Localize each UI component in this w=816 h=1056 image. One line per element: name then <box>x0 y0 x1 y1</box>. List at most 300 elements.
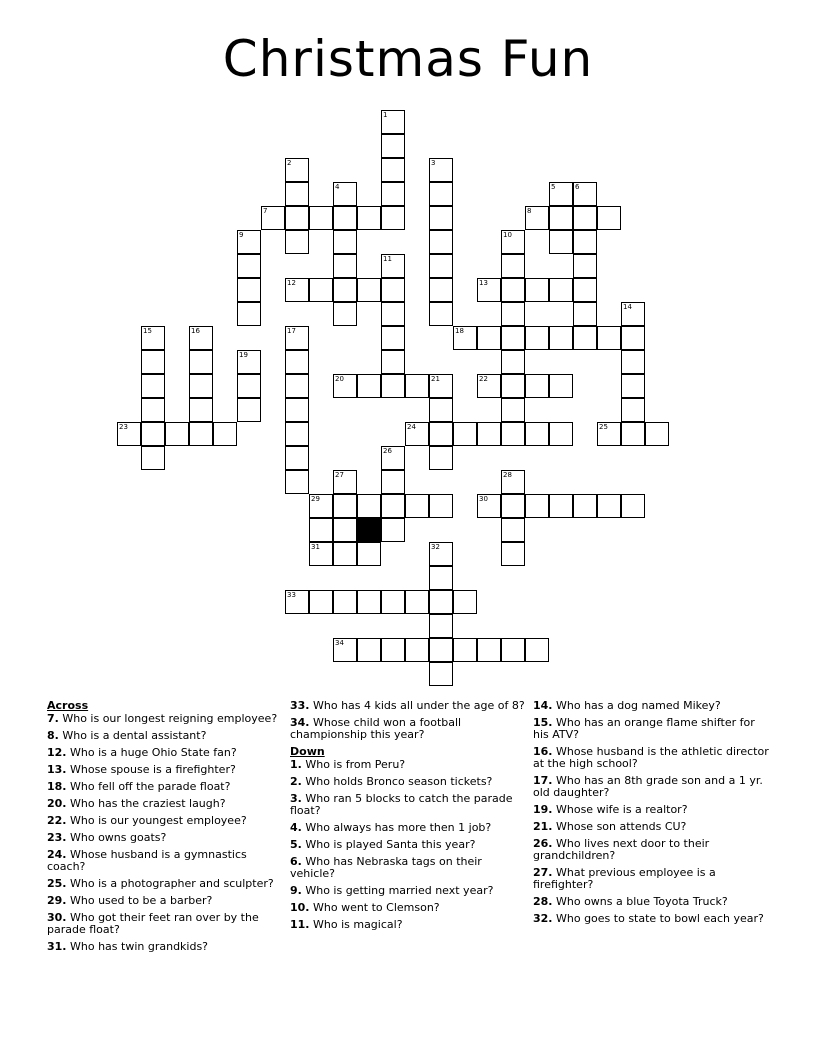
grid-cell[interactable] <box>381 326 405 350</box>
grid-cell[interactable] <box>525 278 549 302</box>
clue-text: Who is our longest reigning employee? <box>58 712 278 725</box>
grid-cell[interactable] <box>525 326 549 350</box>
grid-cell[interactable] <box>501 326 525 350</box>
cell-number: 18 <box>455 327 464 335</box>
clue-text: Who is played Santa this year? <box>301 838 476 851</box>
grid-cell[interactable] <box>333 278 357 302</box>
clue-text: Who is a dental assistant? <box>58 729 207 742</box>
grid-cell[interactable] <box>429 638 453 662</box>
clue-item <box>290 919 528 931</box>
grid-cell[interactable] <box>501 374 525 398</box>
grid-cell[interactable] <box>501 398 525 422</box>
grid-cell[interactable] <box>285 446 309 470</box>
clue-item <box>47 798 285 810</box>
grid-cell[interactable] <box>621 374 645 398</box>
clue-number: 15. <box>533 716 553 729</box>
clue-text: Whose wife is a realtor? <box>552 803 688 816</box>
clue-text: Whose child won a football championship this year? <box>290 716 462 741</box>
clue-item <box>290 776 528 788</box>
grid-cell[interactable] <box>501 254 525 278</box>
cell-number: 33 <box>287 591 296 599</box>
grid-cell[interactable] <box>381 254 405 278</box>
grid-cell[interactable] <box>381 110 405 134</box>
clue-item <box>47 747 285 759</box>
cell-number: 5 <box>551 183 556 191</box>
grid-cell[interactable] <box>453 590 477 614</box>
grid-cell[interactable] <box>621 326 645 350</box>
grid-cell[interactable] <box>237 278 261 302</box>
grid-cell[interactable] <box>309 590 333 614</box>
grid-cell[interactable] <box>525 638 549 662</box>
grid-cell[interactable] <box>525 206 549 230</box>
grid-cell[interactable] <box>549 206 573 230</box>
clue-item <box>47 781 285 793</box>
clue-number: 10. <box>290 901 310 914</box>
grid-cell[interactable] <box>333 470 357 494</box>
cell-number: 30 <box>479 495 488 503</box>
grid-cell[interactable] <box>237 302 261 326</box>
clue-text: Whose spouse is a firefighter? <box>66 763 236 776</box>
grid-cell[interactable] <box>381 638 405 662</box>
grid-cell[interactable] <box>357 374 381 398</box>
clue-text: Who is our youngest employee? <box>66 814 247 827</box>
cell-number: 9 <box>239 231 244 239</box>
cell-number: 28 <box>503 471 512 479</box>
clue-item <box>290 839 528 851</box>
cell-number: 7 <box>263 207 268 215</box>
clue-text: Who is from Peru? <box>301 758 406 771</box>
clue-item <box>47 941 285 953</box>
clue-item <box>533 804 771 816</box>
clue-text: Who owns a blue Toyota Truck? <box>552 895 728 908</box>
clue-text: Who used to be a barber? <box>66 894 213 907</box>
grid-cell[interactable] <box>357 590 381 614</box>
grid-cell[interactable] <box>189 422 213 446</box>
grid-cell[interactable] <box>597 326 621 350</box>
cell-number: 31 <box>311 543 320 551</box>
grid-cell[interactable] <box>645 422 669 446</box>
clue-number: 25. <box>47 877 67 890</box>
clue-number: 21. <box>533 820 553 833</box>
grid-cell[interactable] <box>309 542 333 566</box>
grid-cell[interactable] <box>597 494 621 518</box>
grid-cell[interactable] <box>261 206 285 230</box>
clue-text: Who goes to state to bowl each year? <box>552 912 764 925</box>
grid-cell[interactable] <box>429 374 453 398</box>
grid-cell[interactable] <box>549 374 573 398</box>
clue-text: Whose husband is a gymnastics coach? <box>47 848 247 873</box>
cell-number: 2 <box>287 159 292 167</box>
grid-cell[interactable] <box>429 278 453 302</box>
grid-cell[interactable] <box>501 542 525 566</box>
grid-cell[interactable] <box>501 638 525 662</box>
clue-text: Whose son attends CU? <box>552 820 687 833</box>
grid-cell[interactable] <box>405 638 429 662</box>
grid-cell[interactable] <box>285 326 309 350</box>
clue-number: 6. <box>290 855 302 868</box>
grid-cell[interactable] <box>189 350 213 374</box>
grid-cell[interactable] <box>573 182 597 206</box>
grid-cell[interactable] <box>405 374 429 398</box>
clue-number: 18. <box>47 780 67 793</box>
grid-cell[interactable] <box>621 398 645 422</box>
grid-cell[interactable] <box>429 254 453 278</box>
grid-cell[interactable] <box>549 230 573 254</box>
grid-cell[interactable] <box>333 494 357 518</box>
across-heading: Across <box>47 699 89 712</box>
clue-text: Who is getting married next year? <box>301 884 494 897</box>
grid-cell[interactable] <box>285 470 309 494</box>
grid-cell[interactable] <box>429 614 453 638</box>
grid-cell[interactable] <box>141 350 165 374</box>
clue-number: 34. <box>290 716 310 729</box>
grid-cell[interactable] <box>141 422 165 446</box>
cell-number: 16 <box>191 327 200 335</box>
grid-cell[interactable] <box>333 230 357 254</box>
grid-cell[interactable] <box>285 230 309 254</box>
grid-cell[interactable] <box>429 158 453 182</box>
grid-cell[interactable] <box>501 302 525 326</box>
clue-text: Who has an 8th grade son and a 1 yr. old daughter? <box>533 774 763 799</box>
grid-cell[interactable] <box>333 302 357 326</box>
grid-cell[interactable] <box>597 206 621 230</box>
grid-cell[interactable] <box>549 422 573 446</box>
clue-number: 16. <box>533 745 553 758</box>
grid-cell[interactable] <box>189 374 213 398</box>
grid-cell[interactable] <box>285 182 309 206</box>
cell-number: 34 <box>335 639 344 647</box>
grid-cell[interactable] <box>333 638 357 662</box>
clue-number: 5. <box>290 838 302 851</box>
clue-text: Who holds Bronco season tickets? <box>301 775 493 788</box>
clue-number: 3. <box>290 792 302 805</box>
grid-cell[interactable] <box>333 518 357 542</box>
grid-cell[interactable] <box>429 566 453 590</box>
cell-number: 26 <box>383 447 392 455</box>
cell-number: 23 <box>119 423 128 431</box>
clue-item <box>290 902 528 914</box>
clue-number: 2. <box>290 775 302 788</box>
grid-cell[interactable] <box>573 230 597 254</box>
grid-cell[interactable] <box>525 422 549 446</box>
cell-number: 10 <box>503 231 512 239</box>
grid-cell[interactable] <box>429 542 453 566</box>
blocked-cell <box>357 518 381 542</box>
clue-text: Who lives next door to their grandchildren? <box>533 837 710 862</box>
grid-cell[interactable] <box>285 374 309 398</box>
cell-number: 4 <box>335 183 340 191</box>
grid-cell[interactable] <box>573 254 597 278</box>
grid-cell[interactable] <box>165 422 189 446</box>
clue-item <box>290 700 528 712</box>
cell-number: 20 <box>335 375 344 383</box>
cell-number: 12 <box>287 279 296 287</box>
cell-number: 17 <box>287 327 296 335</box>
grid-cell[interactable] <box>309 518 333 542</box>
clue-item <box>533 896 771 908</box>
grid-cell[interactable] <box>237 350 261 374</box>
grid-cell[interactable] <box>189 398 213 422</box>
grid-cell[interactable] <box>621 350 645 374</box>
clue-item <box>533 775 771 799</box>
grid-cell[interactable] <box>477 494 501 518</box>
grid-cell[interactable] <box>237 398 261 422</box>
grid-cell[interactable] <box>405 422 429 446</box>
grid-cell[interactable] <box>549 182 573 206</box>
cell-number: 1 <box>383 111 388 119</box>
grid-cell[interactable] <box>501 278 525 302</box>
grid-cell[interactable] <box>429 182 453 206</box>
clue-number: 8. <box>47 729 59 742</box>
grid-cell[interactable] <box>429 662 453 686</box>
clue-number: 11. <box>290 918 310 931</box>
grid-cell[interactable] <box>381 134 405 158</box>
clue-number: 30. <box>47 911 67 924</box>
clue-item <box>47 878 285 890</box>
grid-cell[interactable] <box>405 494 429 518</box>
clue-column-3 <box>533 700 771 930</box>
clue-item <box>47 713 285 725</box>
grid-cell[interactable] <box>381 158 405 182</box>
clue-text: Who has a dog named Mikey? <box>552 699 721 712</box>
grid-cell[interactable] <box>429 422 453 446</box>
clue-number: 1. <box>290 758 302 771</box>
grid-cell[interactable] <box>477 374 501 398</box>
grid-cell[interactable] <box>333 206 357 230</box>
grid-cell[interactable] <box>549 494 573 518</box>
grid-cell[interactable] <box>453 326 477 350</box>
clue-text: What previous employee is a firefighter? <box>533 866 716 891</box>
clue-item <box>47 912 285 936</box>
grid-cell[interactable] <box>429 446 453 470</box>
grid-cell[interactable] <box>285 158 309 182</box>
clue-item <box>47 815 285 827</box>
grid-cell[interactable] <box>309 494 333 518</box>
grid-cell[interactable] <box>381 350 405 374</box>
clue-item <box>290 717 528 741</box>
grid-cell[interactable] <box>597 422 621 446</box>
grid-cell[interactable] <box>333 182 357 206</box>
clue-number: 19. <box>533 803 553 816</box>
cell-number: 32 <box>431 543 440 551</box>
clue-item <box>533 838 771 862</box>
clue-number: 7. <box>47 712 59 725</box>
grid-cell[interactable] <box>237 374 261 398</box>
grid-cell[interactable] <box>381 446 405 470</box>
grid-cell[interactable] <box>285 422 309 446</box>
clue-item <box>533 821 771 833</box>
grid-cell[interactable] <box>381 278 405 302</box>
grid-cell[interactable] <box>429 494 453 518</box>
grid-cell[interactable] <box>285 278 309 302</box>
clue-item <box>533 700 771 712</box>
clue-number: 29. <box>47 894 67 907</box>
clue-item <box>47 730 285 742</box>
cell-number: 24 <box>407 423 416 431</box>
grid-cell[interactable] <box>381 470 405 494</box>
clue-item <box>290 759 528 771</box>
clue-item <box>533 913 771 925</box>
grid-cell[interactable] <box>525 494 549 518</box>
grid-cell[interactable] <box>429 302 453 326</box>
grid-cell[interactable] <box>357 638 381 662</box>
clue-number: 4. <box>290 821 302 834</box>
grid-cell[interactable] <box>405 590 429 614</box>
cell-number: 14 <box>623 303 632 311</box>
grid-cell[interactable] <box>333 542 357 566</box>
grid-cell[interactable] <box>357 206 381 230</box>
grid-cell[interactable] <box>285 206 309 230</box>
grid-cell[interactable] <box>357 542 381 566</box>
clue-number: 9. <box>290 884 302 897</box>
grid-cell[interactable] <box>477 422 501 446</box>
grid-cell[interactable] <box>381 206 405 230</box>
clue-number: 23. <box>47 831 67 844</box>
grid-cell[interactable] <box>285 398 309 422</box>
grid-cell[interactable] <box>117 422 141 446</box>
grid-cell[interactable] <box>477 278 501 302</box>
clue-item <box>290 793 528 817</box>
clue-number: 31. <box>47 940 67 953</box>
grid-cell[interactable] <box>573 326 597 350</box>
clue-number: 20. <box>47 797 67 810</box>
clue-item <box>533 717 771 741</box>
grid-cell[interactable] <box>141 374 165 398</box>
grid-cell[interactable] <box>549 278 573 302</box>
cell-number: 15 <box>143 327 152 335</box>
grid-cell[interactable] <box>501 230 525 254</box>
clue-text: Who fell off the parade float? <box>66 780 231 793</box>
grid-cell[interactable] <box>381 182 405 206</box>
clue-column-1 <box>47 700 285 958</box>
clue-number: 26. <box>533 837 553 850</box>
grid-cell[interactable] <box>237 254 261 278</box>
down-heading: Down <box>290 745 325 758</box>
grid-cell[interactable] <box>453 638 477 662</box>
clue-text: Who has the craziest laugh? <box>66 797 226 810</box>
grid-cell[interactable] <box>141 446 165 470</box>
cell-number: 25 <box>599 423 608 431</box>
grid-cell[interactable] <box>381 302 405 326</box>
clue-number: 32. <box>533 912 553 925</box>
clue-text: Who always has more then 1 job? <box>301 821 492 834</box>
grid-cell[interactable] <box>525 374 549 398</box>
grid-cell[interactable] <box>501 422 525 446</box>
clue-item <box>290 822 528 834</box>
clue-item <box>47 832 285 844</box>
grid-cell[interactable] <box>573 206 597 230</box>
grid-cell[interactable] <box>501 494 525 518</box>
grid-cell[interactable] <box>429 206 453 230</box>
clue-text: Who is a huge Ohio State fan? <box>66 746 237 759</box>
cell-number: 19 <box>239 351 248 359</box>
grid-cell[interactable] <box>333 374 357 398</box>
grid-cell[interactable] <box>309 278 333 302</box>
grid-cell[interactable] <box>213 422 237 446</box>
clue-item <box>290 885 528 897</box>
clue-number: 24. <box>47 848 67 861</box>
grid-cell[interactable] <box>573 278 597 302</box>
clue-text: Who ran 5 blocks to catch the parade float? <box>290 792 513 817</box>
clue-text: Who has twin grandkids? <box>66 940 209 953</box>
grid-cell[interactable] <box>573 302 597 326</box>
grid-cell[interactable] <box>621 422 645 446</box>
grid-cell[interactable] <box>549 326 573 350</box>
grid-cell[interactable] <box>285 350 309 374</box>
grid-cell[interactable] <box>621 494 645 518</box>
cell-number: 11 <box>383 255 392 263</box>
grid-cell[interactable] <box>381 590 405 614</box>
grid-cell[interactable] <box>381 518 405 542</box>
cell-number: 22 <box>479 375 488 383</box>
grid-cell[interactable] <box>477 638 501 662</box>
clue-text: Who has Nebraska tags on their vehicle? <box>290 855 482 880</box>
grid-cell[interactable] <box>237 230 261 254</box>
clue-number: 14. <box>533 699 553 712</box>
grid-cell[interactable] <box>333 254 357 278</box>
grid-cell[interactable] <box>333 590 357 614</box>
grid-cell[interactable] <box>381 494 405 518</box>
puzzle-title: Christmas Fun <box>222 30 594 88</box>
cell-number: 6 <box>575 183 580 191</box>
clue-item <box>290 856 528 880</box>
grid-cell[interactable] <box>501 470 525 494</box>
clue-number: 33. <box>290 699 310 712</box>
clue-text: Who has an orange flame shifter for his ATV? <box>533 716 755 741</box>
clue-text: Who went to Clemson? <box>309 901 440 914</box>
grid-cell[interactable] <box>501 518 525 542</box>
grid-cell[interactable] <box>477 326 501 350</box>
cell-number: 27 <box>335 471 344 479</box>
clue-text: Whose husband is the athletic director at the high school? <box>533 745 769 770</box>
clue-text: Who got their feet ran over by the parade float? <box>47 911 259 936</box>
clue-text: Who is a photographer and sculpter? <box>66 877 274 890</box>
grid-cell[interactable] <box>285 590 309 614</box>
grid-cell[interactable] <box>453 422 477 446</box>
clue-number: 12. <box>47 746 67 759</box>
grid-cell[interactable] <box>621 302 645 326</box>
grid-cell[interactable] <box>573 494 597 518</box>
grid-cell[interactable] <box>141 326 165 350</box>
clue-text: Who is magical? <box>309 918 403 931</box>
clue-number: 28. <box>533 895 553 908</box>
cell-number: 3 <box>431 159 436 167</box>
clue-column-2 <box>290 700 528 936</box>
grid-cell[interactable] <box>429 590 453 614</box>
clue-item <box>533 746 771 770</box>
grid-cell[interactable] <box>501 350 525 374</box>
grid-cell[interactable] <box>189 326 213 350</box>
clue-item <box>47 895 285 907</box>
grid-cell[interactable] <box>429 230 453 254</box>
cell-number: 8 <box>527 207 532 215</box>
cell-number: 21 <box>431 375 440 383</box>
grid-cell[interactable] <box>357 494 381 518</box>
clue-text: Who owns goats? <box>66 831 167 844</box>
clue-number: 17. <box>533 774 553 787</box>
grid-cell[interactable] <box>429 398 453 422</box>
clue-number: 22. <box>47 814 67 827</box>
grid-cell[interactable] <box>141 398 165 422</box>
clue-item <box>533 867 771 891</box>
cell-number: 13 <box>479 279 488 287</box>
clue-text: Who has 4 kids all under the age of 8? <box>309 699 525 712</box>
grid-cell[interactable] <box>357 278 381 302</box>
grid-cell[interactable] <box>381 374 405 398</box>
clue-number: 13. <box>47 763 67 776</box>
clue-item <box>47 849 285 873</box>
grid-cell[interactable] <box>309 206 333 230</box>
